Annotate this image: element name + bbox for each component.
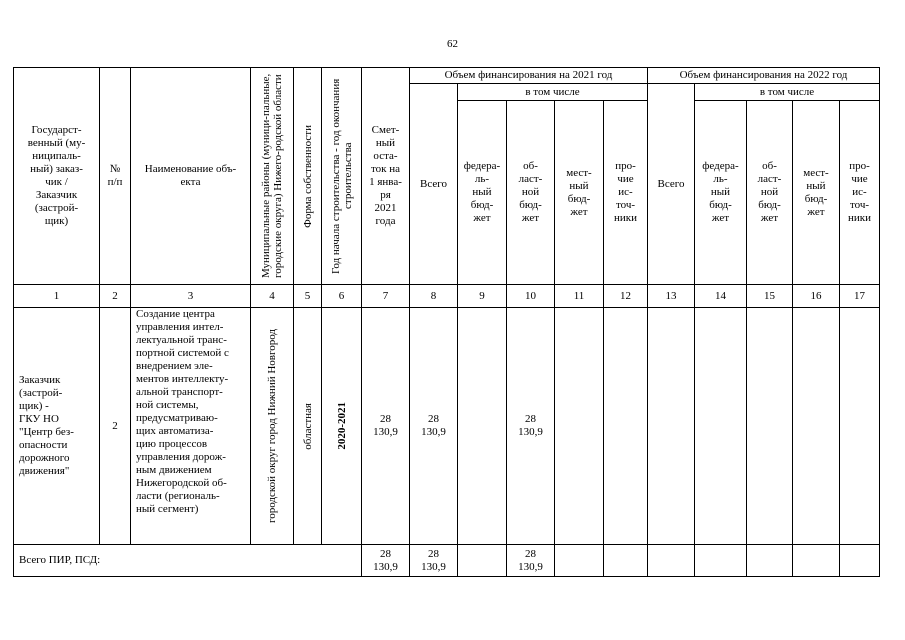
- total-row-other-2022: [840, 545, 880, 577]
- total-row-federal-2022: [695, 545, 747, 577]
- total-row-local-2022: [793, 545, 840, 577]
- header-other-2021: про- чие ис- точ- ники: [604, 101, 648, 285]
- total-row-local-2021: [555, 545, 604, 577]
- header-local-2021: мест- ный бюд- жет: [555, 101, 604, 285]
- total-row-other-2021: [604, 545, 648, 577]
- column-number: 17: [840, 285, 880, 308]
- header-number: № п/п: [100, 68, 131, 285]
- page-number: 62: [447, 38, 458, 50]
- column-number: 8: [410, 285, 458, 308]
- column-number: 4: [251, 285, 294, 308]
- row-total-2021: 28 130,9: [410, 308, 458, 545]
- header-total-2021: Всего: [410, 84, 458, 285]
- column-number: 12: [604, 285, 648, 308]
- total-row: [14, 545, 880, 577]
- header-fin-2022: Объем финансирования на 2022 год: [648, 68, 880, 84]
- row-ownership: областная: [301, 402, 314, 450]
- row-other-2021: [604, 308, 648, 545]
- row-local-2021: [555, 308, 604, 545]
- header-including-2021: в том числе: [458, 84, 648, 101]
- row-total-2022: [648, 308, 695, 545]
- row-regional-2021: 28 130,9: [507, 308, 555, 545]
- row-other-2022: [840, 308, 880, 545]
- column-number: 11: [555, 285, 604, 308]
- row-federal-2021: [458, 308, 507, 545]
- header-including-2022: в том числе: [695, 84, 880, 101]
- financing-table: [13, 67, 880, 577]
- row-customer: Заказчик (застрой- щик) - ГКУ НО "Центр без- опасности дорожного движения": [14, 308, 100, 545]
- column-number: 6: [322, 285, 362, 308]
- column-number: 13: [648, 285, 695, 308]
- total-row-label: Всего ПИР, ПСД:: [14, 545, 362, 577]
- column-number: 2: [100, 285, 131, 308]
- header-object-name: Наименование объ- екта: [131, 68, 251, 285]
- header-ownership: Форма собственности: [301, 124, 314, 228]
- column-number: 7: [362, 285, 410, 308]
- total-row-estimated: 28 130,9: [362, 545, 410, 577]
- header-regional-2021: об- ласт- ной бюд- жет: [507, 101, 555, 285]
- column-number: 10: [507, 285, 555, 308]
- total-row-total-2021: 28 130,9: [410, 545, 458, 577]
- row-years: 2020-2021: [335, 402, 348, 450]
- header-local-2022: мест- ный бюд- жет: [793, 101, 840, 285]
- column-number: 16: [793, 285, 840, 308]
- row-object-name: Создание центра управления интел- лектуальной транс- портной системой с внедрением эле- ментов интеллекту- альной транспорт- ной системы, предусматриваю- щих автоматиза- цию процессов управления дорож- ным движением Нижегородской об- ласти (региональ- ный сегмент): [131, 308, 251, 545]
- total-row-federal-2021: [458, 545, 507, 577]
- header-estimated: Смет- ный оста- ток на 1 янва- ря 2021 года: [362, 68, 410, 285]
- column-number-row: [14, 285, 880, 308]
- column-number: 14: [695, 285, 747, 308]
- header-customer: Государст- венный (му- ниципаль- ный) заказ- чик / Заказчик (застрой- щик): [14, 68, 100, 285]
- header-fin-2021: Объем финансирования на 2021 год: [410, 68, 648, 84]
- header-years: Год начала строительства - год окончания строительства: [329, 78, 354, 274]
- column-number: 3: [131, 285, 251, 308]
- column-number: 9: [458, 285, 507, 308]
- total-row-total-2022: [648, 545, 695, 577]
- header-federal-2022: федера- ль- ный бюд- жет: [695, 101, 747, 285]
- header-municipal: Муниципальные районы (муници-пальные, городские округа) Нижего-родской области: [260, 73, 284, 279]
- row-federal-2022: [695, 308, 747, 545]
- column-number: 15: [747, 285, 793, 308]
- row-number: 2: [100, 308, 131, 545]
- row-municipal: городской округ город Нижний Новгород: [266, 328, 278, 524]
- row-local-2022: [793, 308, 840, 545]
- total-row-regional-2022: [747, 545, 793, 577]
- column-number: 1: [14, 285, 100, 308]
- header-regional-2022: об- ласт- ной бюд- жет: [747, 101, 793, 285]
- total-row-regional-2021: 28 130,9: [507, 545, 555, 577]
- column-number: 5: [294, 285, 322, 308]
- header-federal-2021: федера- ль- ный бюд- жет: [458, 101, 507, 285]
- table-row: [14, 308, 880, 545]
- row-estimated: 28 130,9: [362, 308, 410, 545]
- header-other-2022: про- чие ис- точ- ники: [840, 101, 880, 285]
- header-total-2022: Всего: [648, 84, 695, 285]
- row-regional-2022: [747, 308, 793, 545]
